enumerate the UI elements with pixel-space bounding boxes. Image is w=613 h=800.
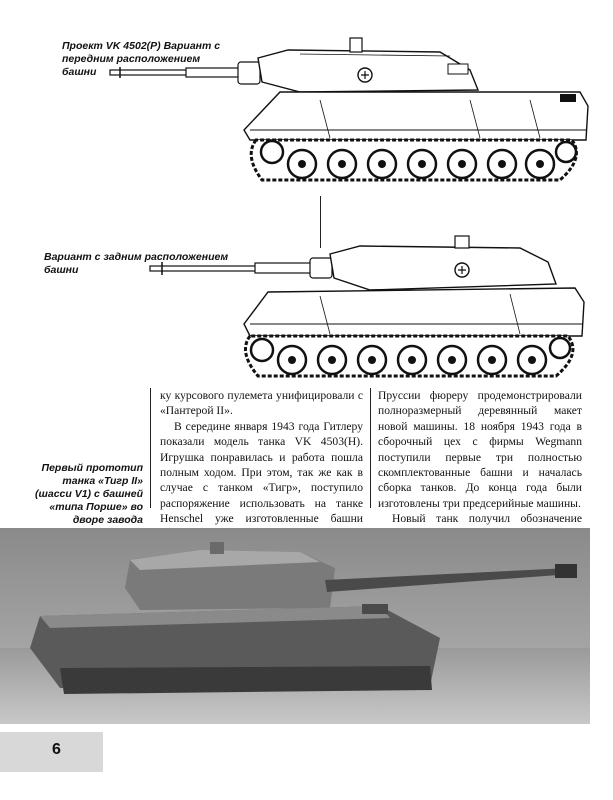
column-rule-middle <box>370 388 371 508</box>
column-rule-left <box>150 388 151 508</box>
prototype-photo <box>0 528 613 724</box>
tank-drawing-rear-turret <box>0 232 613 382</box>
page-number: 6 <box>52 741 61 758</box>
paragraph: Новый танк получил обозначение <box>392 512 582 526</box>
paragraph: ку курсового пулемета унифицировали с «Пантерой II». <box>160 389 363 418</box>
paragraph: Пруссии фюреру продемонстрировали полноразмерный деревянный макет новой машины. 18 ноября 1943 года в сборочный цех с фирмы Wegmann поступили первые три полностью скомплектованные башни и началась сборка танков. До конца года были изготовлены три предсерийные машины. <box>378 389 582 510</box>
tank-drawing-front-turret <box>0 30 613 230</box>
caption-rear-turret: Вариант с задним расположением башни <box>44 251 229 276</box>
caption-prototype: Первый прототип танка «Тигр II» (шасси V1) с башней «типа Порше» во дворе завода <box>35 462 143 526</box>
paragraph: В середине января 1943 года Гитлеру показали модель танка VK 4503(Н). Игрушка понравилась и работа пошла полным ходом. При этом, так же как в случае с танком «Тигр», поступило распоряжение использовать на танке Henschel уже изготовленные башни <box>160 419 363 526</box>
caption-front-turret: Проект VK 4502(Р) Вариант с передним расположением башни <box>62 40 221 78</box>
